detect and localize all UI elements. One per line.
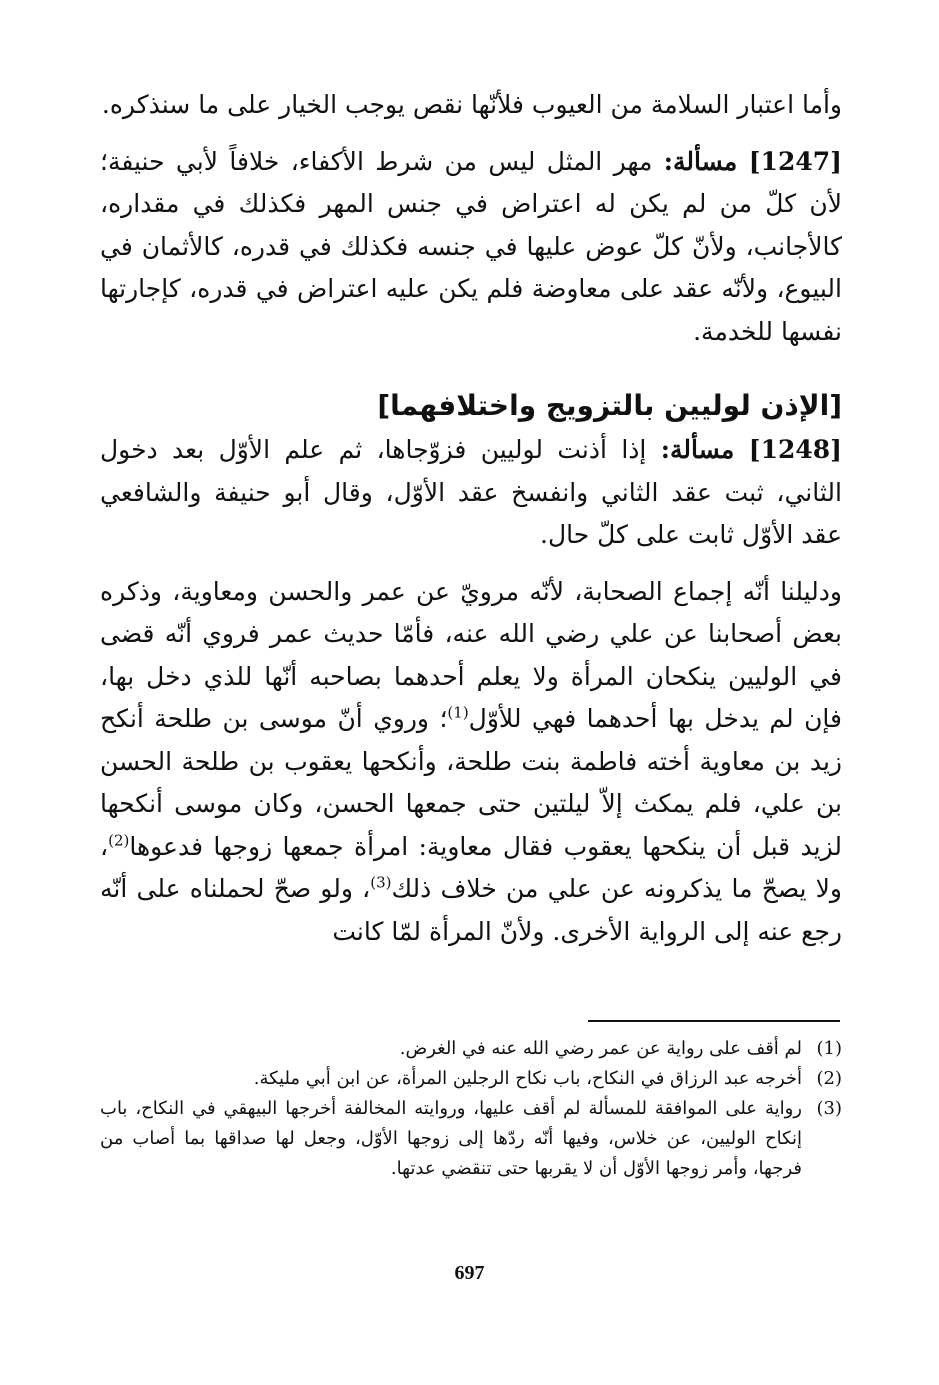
footnote-3 [100,1094,842,1184]
masala-text: مهر المثل ليس من شرط الأكفاء، خلافاً لأبي حنيفة؛ لأن كلّ من لم يكن له اعتراض في جنس المهر فكذلك في مقداره، كالأجانب، ولأنّ كلّ عوض عليها في جنسه فكذلك في قدره، كالأثمان في البيوع، ولأنّه عقد على معاوضة فلم يكن عليه اعتراض في قدره، كإجارتها نفسها للخدمة. [100,146,842,346]
page-number: 697 [454,1262,485,1284]
footnote-text: أخرجه عبد الرزاق في النكاح، باب نكاح الرجلين المرأة، عن ابن أبي مليكة. [253,1068,802,1089]
masala-text: إذا أذنت لوليين فزوّجاها، ثم علم الأوّل بعد دخول الثاني، ثبت عقد الثاني وانفسخ عقد الأوّل، وقال أبو حنيفة والشافعي عقد الأوّل ثابت على كلّ حال. [100,435,842,549]
paragraph-masala-1247 [100,141,842,354]
section-heading: [الإذن لوليين بالتزويج واختلافهما] [377,389,842,422]
evidence-text: ؛ وروي أنّ موسى بن طلحة أنكح زيد بن معاوية أخته فاطمة بنت طلحة، وأنكحها يعقوب بن طلحة الحسن بن علي، فلم يمكث إلاّ ليلتين حتى جمعها الحسن، وكان موسى أنكحها لزيد قبل أن ينكحها يعقوب فقال معاوية: امرأة جمعها زوجها فدعوها [100,704,842,861]
masala-label: مسألة: [660,435,735,464]
paragraph-evidence [100,571,842,954]
footnotes [100,1034,842,1184]
footnote-divider [588,1020,840,1022]
evidence-text: ودليلنا أنّه إجماع الصحابة، لأنّه مرويّ عن عمر والحسن ومعاوية، وذكره بعض أصحابنا عن علي رضي الله عنه، فأمّا حديث عمر فروي أنّه قضى في الوليين ينكحان المرأة ولا يعلم أحدهما بصاحبه أنّها للذي دخل بها، فإن لم يدخل بها أحدهما فهي للأوّل [100,576,842,733]
masala-number: [1247] [748,146,842,176]
masala-label: مسألة: [663,146,738,176]
page-body [100,84,842,953]
paragraph-masala-1248 [100,429,842,557]
footnote-2 [100,1064,842,1094]
footnote-text: لم أقف على رواية عن عمر رضي الله عنه في الغرض. [399,1038,802,1059]
paragraph-intro: وأما اعتبار السلامة من العيوب فلأنّها نقص يوجب الخيار على ما سنذكره. [101,90,842,119]
footnote-ref-3[interactable]: (3) [370,873,392,892]
footnote-ref-1[interactable]: (1) [447,703,469,722]
footnote-number: (1) [816,1038,842,1059]
evidence-text: ، ولا يصحّ ما يذكرونه عن علي من خلاف ذلك [100,831,843,903]
footnote-ref-2[interactable]: (2) [108,831,130,850]
evidence-text: ، ولو صحّ لحملناه على أنّه رجع عنه إلى الرواية الأخرى. ولأنّ المرأة لمّا كانت [100,874,842,946]
footnote-text: رواية على الموافقة للمسألة لم أقف عليها، وروايته المخالفة أخرجها البيهقي في النكاح، باب إنكاح الوليين، عن خلاس، وفيها أنّه ردّها إلى زوجها الأوّل، وجعل لها صداقها بما أصاب من فرجها، وأمر زوجها الأوّل أن لا يقربها حتى تنقضي عدتها. [100,1098,802,1179]
masala-number: [1248] [748,435,842,464]
footnote-1 [100,1034,842,1064]
footnote-number: (3) [816,1098,842,1119]
footnote-number: (2) [816,1068,842,1089]
